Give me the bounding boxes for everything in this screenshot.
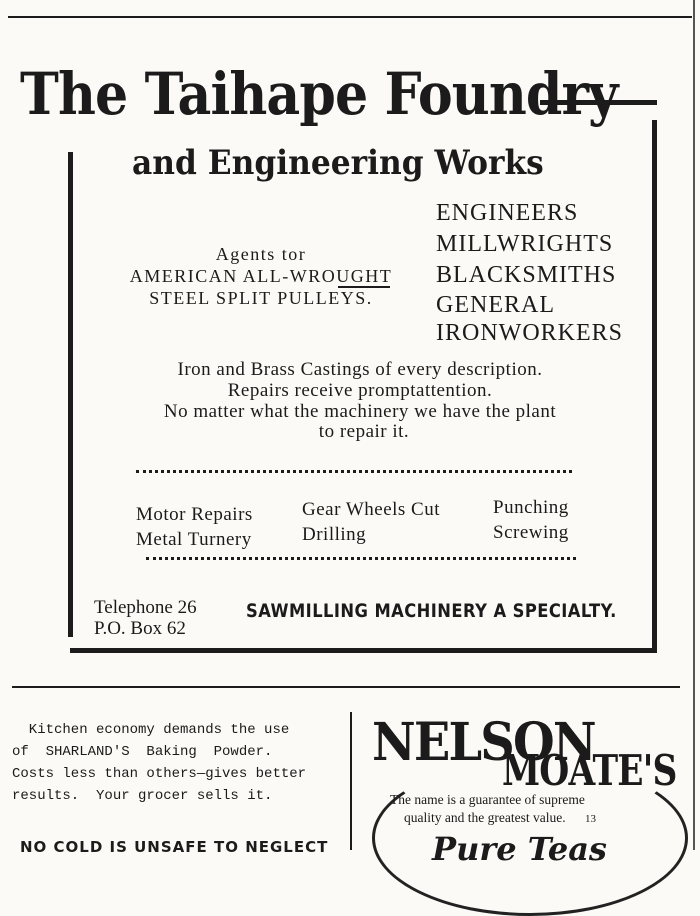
trades-list	[436, 199, 623, 347]
specialty-line: SAWMILLING MACHINERY A SPECIALTY.	[246, 600, 617, 622]
repairs-line: Repairs receive promptattention.	[227, 380, 493, 401]
services-col2	[302, 497, 440, 547]
sharland-line: results. Your grocer sells it.	[12, 788, 273, 804]
telephone: Telephone 26	[94, 597, 197, 618]
agents-underline	[338, 286, 390, 288]
service-item: Punching	[493, 497, 569, 518]
ad-title: The Taihape Foundry	[20, 60, 618, 128]
ad-border-left	[68, 152, 73, 637]
service-item: Screwing	[493, 522, 569, 543]
nelson-tagline-2-text: quality and the greatest value.	[404, 810, 566, 825]
nelson-bottom-script: Pure Teas	[432, 830, 607, 868]
sharland-paragraph	[12, 719, 306, 807]
ad-subtitle: and Engineering Works	[132, 143, 544, 183]
repair-it-line: to repair it.	[318, 421, 410, 442]
column-divider	[350, 712, 352, 850]
castings-text	[90, 358, 630, 443]
trade-item: GENERAL	[436, 292, 555, 318]
agents-line: Agents tor	[215, 244, 307, 264]
ad-border-right	[652, 120, 657, 650]
ad-number: 13	[584, 813, 596, 825]
agents-line: AMERICAN ALL-WROUGHT	[129, 266, 393, 286]
services-col3	[493, 495, 569, 545]
page-right-edge	[693, 0, 695, 850]
trade-item: BLACKSMITHS	[436, 262, 617, 288]
nelson-tagline-1: The name is a guarantee of supreme	[390, 792, 585, 807]
machinery-line: No matter what the machinery we have the plant	[163, 401, 557, 422]
service-item: Drilling	[302, 524, 367, 545]
page-top-rule	[8, 16, 692, 18]
service-item: Motor Repairs	[136, 504, 253, 525]
ad-border-bottom	[70, 648, 657, 653]
castings-line: Iron and Brass Castings of every description.	[177, 359, 543, 380]
nelson-brand-line1: NELSON	[372, 712, 595, 773]
sharland-line: of SHARLAND'S Baking Powder.	[12, 744, 273, 760]
sharland-line: Kitchen economy demands the use	[12, 722, 290, 738]
contact-block	[94, 597, 197, 639]
nelson-tagline-2	[404, 810, 596, 826]
sharland-line: Costs less than others—gives better	[12, 766, 307, 782]
trade-item: IRONWORKERS	[436, 320, 624, 346]
services-bottom-rule	[146, 557, 576, 560]
service-item: Gear Wheels Cut	[302, 499, 440, 520]
section-separator	[12, 686, 680, 688]
service-item: Metal Turnery	[136, 529, 252, 550]
trade-item: ENGINEERS	[436, 200, 579, 226]
agents-block	[106, 243, 416, 309]
services-top-rule	[136, 470, 572, 473]
trade-item: MILLWRIGHTS	[436, 231, 614, 257]
agents-line: STEEL SPLIT PULLEYS.	[149, 288, 373, 308]
next-article-heading: NO COLD IS UNSAFE TO NEGLECT	[20, 838, 329, 856]
nelson-brand-line2: MOATE'S	[502, 746, 677, 795]
services-col1	[136, 502, 253, 552]
po-box: P.O. Box 62	[94, 618, 186, 639]
